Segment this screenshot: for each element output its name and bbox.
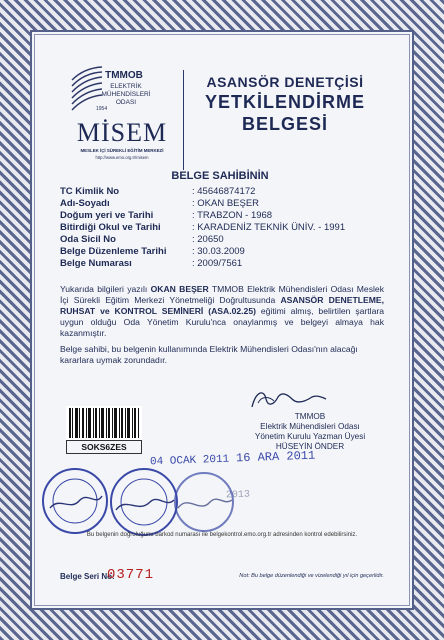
signatory-block: [230, 412, 390, 452]
title-line1: ASANSÖR DENETÇİSİ: [206, 74, 364, 90]
field-label: Doğum yeri ve Tarihi: [60, 210, 154, 221]
signatory-name: HÜSEYİN ÖNDER: [275, 442, 345, 451]
signatory-org: TMMOB: [294, 412, 326, 421]
seminar-name: ASANSÖR DENETLEME, RUHSAT ve KONTROL SEMİNERİ (ASA.02.25): [60, 295, 384, 316]
visa-stamp-date2: 16 ARA 2011: [235, 448, 316, 466]
field-value: : KARADENİZ TEKNİK ÜNİV. - 1991: [192, 222, 346, 233]
field-label: Bitirdiği Okul ve Tarihi: [60, 222, 161, 233]
body-text: eğitimi almış, belirtilen şartlara uygun olduğu Oda Yönetim Kurulu'nca onaylanmış ve belgeyi almaya hak kazanmıştır.: [60, 306, 384, 338]
field-label: Oda Sicil No: [60, 234, 116, 245]
body-paragraph-1: [60, 284, 384, 339]
official-seal-right: [172, 470, 236, 534]
signatory-line2: Yönetim Kurulu Yazman Üyesi: [254, 432, 366, 441]
field-value: : 45646874172: [192, 186, 256, 197]
logo-line2: MÜHENDİSLERİ: [101, 91, 151, 98]
visa-stamp-faint: 2013: [225, 489, 251, 502]
logo-org-short: TMMOB: [105, 70, 143, 81]
signatory-line1: Elektrik Mühendisleri Odası: [260, 422, 360, 431]
barcode-number: SOKS6ZES: [66, 440, 142, 454]
visa-stamp-date1: 04 OCAK 2011: [149, 453, 230, 469]
title-line3: BELGESİ: [241, 114, 328, 134]
body-text: TMMOB Elektrik Mühendisleri Odası Meslek İçi Sürekli Eğitim Merkezi Yönetmeliği Doğrultusunda: [60, 284, 384, 305]
title-line2: YETKİLENDİRME: [204, 92, 365, 112]
holder-heading: BELGE SAHİBİNİN: [171, 170, 269, 182]
field-label: Belge Numarası: [60, 258, 132, 269]
header-divider: [183, 70, 184, 170]
logo-line1: ELEKTRİK: [110, 83, 142, 90]
logo-line3: ODASI: [115, 99, 137, 106]
field-label: Belge Düzenleme Tarihi: [60, 246, 167, 257]
misem-url: http://www.emo.org.tr/misem: [95, 155, 149, 160]
field-value: : 2009/7561: [192, 258, 243, 269]
tmmob-misem-logo: [62, 62, 182, 182]
field-label: Adı-Soyadı: [60, 198, 110, 209]
misem-sub: MESLEK İÇİ SÜREKLİ EĞİTİM MERKEZİ: [80, 148, 164, 153]
logo-year: 1954: [96, 106, 108, 112]
official-seal-middle: [108, 466, 180, 538]
field-value: : TRABZON - 1968: [192, 210, 273, 221]
verification-note: Bu belgenin doğruluğunu barkod numarası ile belgekontrol.emo.org.tr adresinden kontrol edebilirsiniz.: [86, 532, 358, 538]
holder-name: OKAN BEŞER: [150, 284, 209, 294]
official-seal-left: [40, 466, 110, 536]
signature-image: [248, 385, 328, 415]
field-label: TC Kimlik No: [60, 186, 120, 197]
barcode-image: [66, 406, 142, 440]
field-value: : OKAN BEŞER: [192, 198, 260, 209]
serial-label: Belge Seri No:: [60, 572, 115, 581]
misem-brand: MİSEM: [76, 118, 168, 147]
field-value: : 20650: [192, 234, 224, 245]
body-paragraph-2: Belge sahibi, bu belgenin kullanımında Elektrik Mühendisleri Odası'nın alacağı kararlara uymak zorundadır.: [60, 344, 358, 365]
field-value: : 30.03.2009: [192, 246, 245, 257]
body-text: Yukarıda bilgileri yazılı: [60, 284, 151, 294]
serial-number: 03771: [107, 567, 155, 583]
validity-note: Not: Bu belge düzenlendiği ve vizelendiği yıl için geçerlidir.: [239, 573, 384, 579]
